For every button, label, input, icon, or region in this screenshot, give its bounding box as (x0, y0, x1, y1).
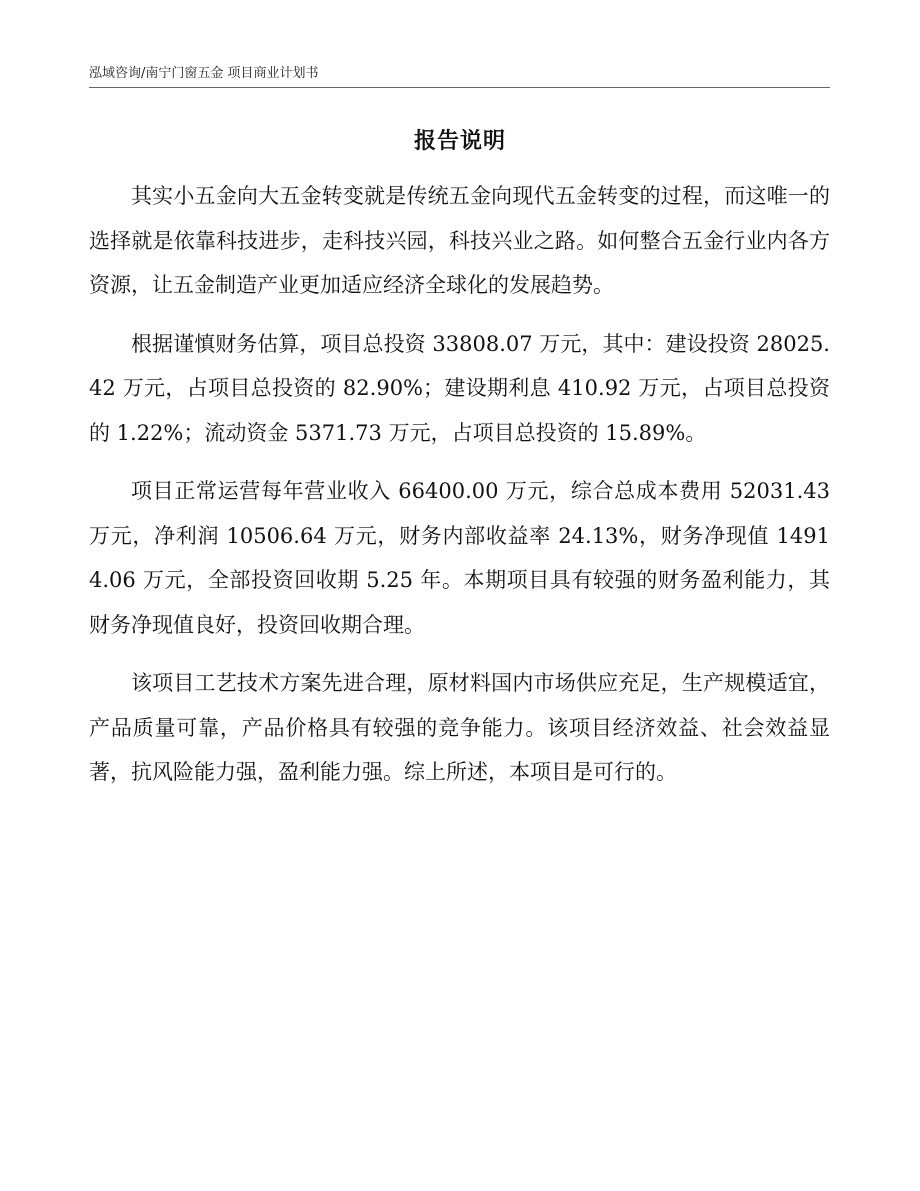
report-body (89, 174, 830, 809)
paragraph-revenue: 项目正常运营每年营业收入 66400.00 万元，综合总成本费用 52031.43 万元，净利润 10506.64 万元，财务内部收益率 24.13%，财务净现值 14914.06 万元，全部投资回收期 5.25 年。本期项目具有较强的财务盈利能力，其财务净现值良好，投资回收期合理。 (89, 479, 830, 637)
paragraph-conclusion: 该项目工艺技术方案先进合理，原材料国内市场供应充足，生产规模适宜，产品质量可靠，产品价格具有较强的竞争能力。该项目经济效益、社会效益显著，抗风险能力强，盈利能力强。综上所述，本项目是可行的。 (89, 671, 830, 784)
paragraph-intro: 其实小五金向大五金转变就是传统五金向现代五金转变的过程，而这唯一的选择就是依靠科技进步，走科技兴园，科技兴业之路。如何整合五金行业内各方资源，让五金制造产业更加适应经济全球化的发展趋势。 (89, 184, 830, 297)
report-title: 报告说明 (413, 129, 506, 154)
header-divider (89, 87, 830, 88)
paragraph-investment: 根据谨慎财务估算，项目总投资 33808.07 万元，其中：建设投资 28025.42 万元，占项目总投资的 82.90%；建设期利息 410.92 万元，占项目总投资的 1.22%；流动资金 5371.73 万元，占项目总投资的 15.89%。 (89, 331, 830, 445)
page-header: 泓域咨询/南宁门窗五金 项目商业计划书 (89, 66, 319, 81)
